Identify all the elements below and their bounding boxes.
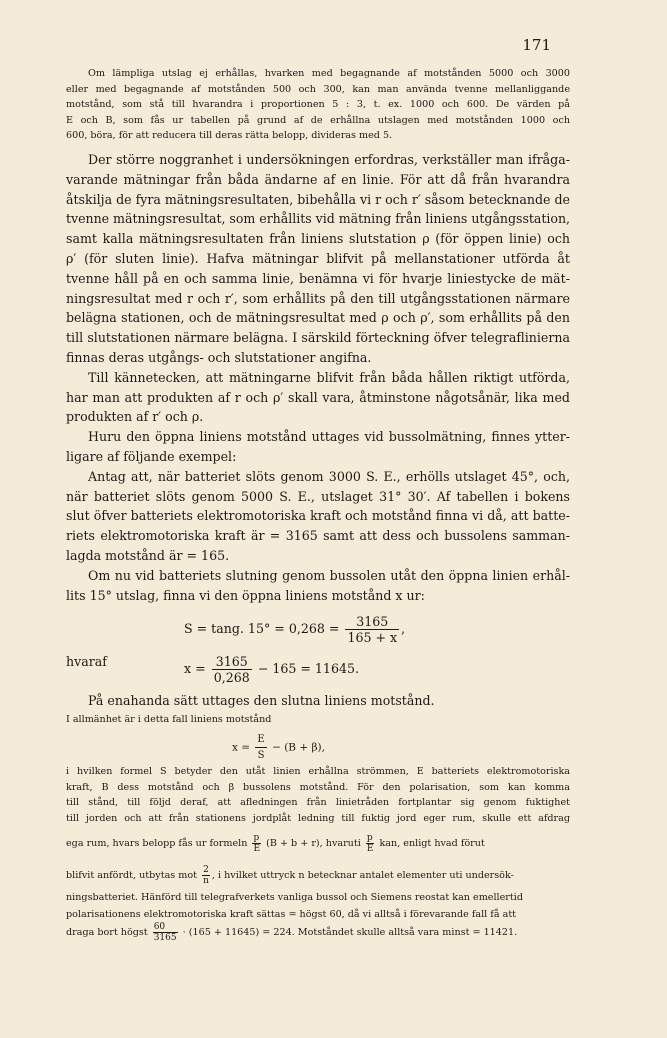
text-line: ningsresultat med r och r′, som erhållits på den till utgångsstationen närmare <box>66 290 570 306</box>
text-line: till slutstationen närmare belägna. I särskild förteckning öfver telegraflinierna <box>66 330 570 346</box>
footnote-intro: I allmänhet är i detta fall liniens motstånd <box>66 714 272 725</box>
equation-resistance-body: x = $\frac{3165}{0,268}$ − 165 = 11645. <box>184 654 359 685</box>
main-text <box>66 150 570 605</box>
text-line: finnas deras utgångs- och slutstationer angifna. <box>66 349 372 365</box>
text-line: belägna stationen, och de mätningsresultat med ρ och ρ′, som erhållits på den <box>66 310 570 326</box>
text-line: åtskilja de fyra mätningsresultaten, bibehålla vi r och r′ såsom betecknande de <box>66 191 570 207</box>
text-line: produkten af r′ och ρ. <box>66 409 204 425</box>
page-number: 171 <box>522 36 551 54</box>
equation-general: x = $\frac{E}{S}$ − (B + β), <box>232 734 325 761</box>
footnote-bottom <box>66 764 570 826</box>
closed-line-heading: På enahanda sätt uttages den slutna liniens motstånd. <box>88 693 435 708</box>
text-line: 600, böra, för att reducera till deras rätta belopp, divideras med 5. <box>66 130 393 141</box>
text-line: tvenne håll på en och samma linie, benämna vi för hvarje liniestycke de mät- <box>66 270 570 286</box>
footnote-line-deduction: draga bort högst $\frac{60}{3165}$ · (165 + 11645) = 224. Motståndet skulle alltså vara minst = 11421. <box>66 922 518 943</box>
text-line: kraft, B dess motstånd och β bussolens motstånd. För den polarisation, som kan komma <box>66 781 570 793</box>
text-line: varande mätningar från båda ändarne af en linie. För att då från hvarandra <box>66 171 570 187</box>
text-line: riets elektromotoriska kraft är = 3165 samt att dess och bussolens samman- <box>66 528 570 544</box>
text-line: till stånd, till följd deraf, att afledningen från linietråden fortplantar sig genom fuktighet <box>66 797 570 808</box>
text-line: ρ′ (för sluten linie). Hafva mätningar blifvit på mellanstationer utförda åt <box>66 250 570 266</box>
text-line: Om lämpliga utslag ej erhållas, hvarken med begagnande af motstånden 5000 och 3000 <box>88 68 570 79</box>
text-line: eller med begagnande af motstånden 500 och 300, kan man använda tvenne mellanliggande <box>66 83 570 95</box>
text-line: när batteriet slöts genom 5000 S. E., utslaget 31° 30′. Af tabellen i bokens <box>66 488 570 504</box>
text-line: lagda motstånd är = 165. <box>66 547 230 563</box>
text-line: har man att produkten af r och ρ′ skall vara, åtminstone någotsånär, lika med <box>66 389 570 405</box>
footnote-top <box>66 66 570 144</box>
text-line: Om nu vid batteriets slutning genom bussolen utåt den öppna linien erhål- <box>88 567 570 583</box>
text-line: i hvilken formel S betyder den utåt linien erhållna strömmen, E batteriets elektromotoriska <box>66 766 570 777</box>
equation-tangent: S = tang. 15° = 0,268 = $\frac{3165}{165 + x}$ , <box>184 614 406 645</box>
text-line: lits 15° utslag, finna vi den öppna liniens motstånd x ur: <box>66 587 425 603</box>
text-line: E och B, som fås ur tabellen på grund af de erhållna utslagen med motstånden 1000 och <box>66 114 570 126</box>
text-line: Till kännetecken, att mätningarne blifvit från båda hållen riktigt utförda, <box>88 369 570 385</box>
text-line: till jorden och att från stationens jordplåt ledning till fuktig jord eger rum, skulle ett afdrag <box>66 812 570 824</box>
text-line: slut öfver batteriets elektromotoriska kraft och motstånd finna vi då, att batte- <box>66 508 570 524</box>
footnote-line-exchange: blifvit anfördt, utbytas mot $\frac{2}{n}$ , i hvilket uttryck n betecknar antalet elementer uti undersök- <box>66 865 514 886</box>
text-line: tvenne mätningsresultat, som erhållits vid mätning från liniens utgångsstation, <box>66 211 570 227</box>
text-line: ligare af följande exempel: <box>66 448 237 464</box>
equation-resistance: hvaraf <box>66 654 107 669</box>
text-line: motstånd, som stå till hvarandra i proportionen 5 : 3, t. ex. 1000 och 600. De värden på <box>66 99 570 110</box>
text-line: samt kalla mätningsresultaten från liniens slutstation ρ (för öppen linie) och <box>66 231 570 247</box>
footnote-line-formula: ega rum, hvars belopp fås ur formeln $\frac{p}{E}$ (B + b + r), hvaruti $\frac{p}{E}$ kan, enligt hvad förut <box>66 833 485 854</box>
footnote-line-battery: ningsbatteriet. Hänförd till telegrafverkets vanliga bussol och Siemens reostat kan emellertid <box>66 892 523 903</box>
footnote-line-polarisation: polarisationens elektromotoriska kraft sättas = högst 60, då vi alltså i förevarande fall få att <box>66 909 517 920</box>
text-line: Der större noggranhet i undersökningen erfordras, verkställer man ifråga- <box>88 152 570 167</box>
text-line: Huru den öppna liniens motstånd uttages vid bussolmätning, finnes ytter- <box>88 429 570 445</box>
text-line: Antag att, när batteriet slöts genom 3000 S. E., erhölls utslaget 45°, och, <box>88 468 570 484</box>
